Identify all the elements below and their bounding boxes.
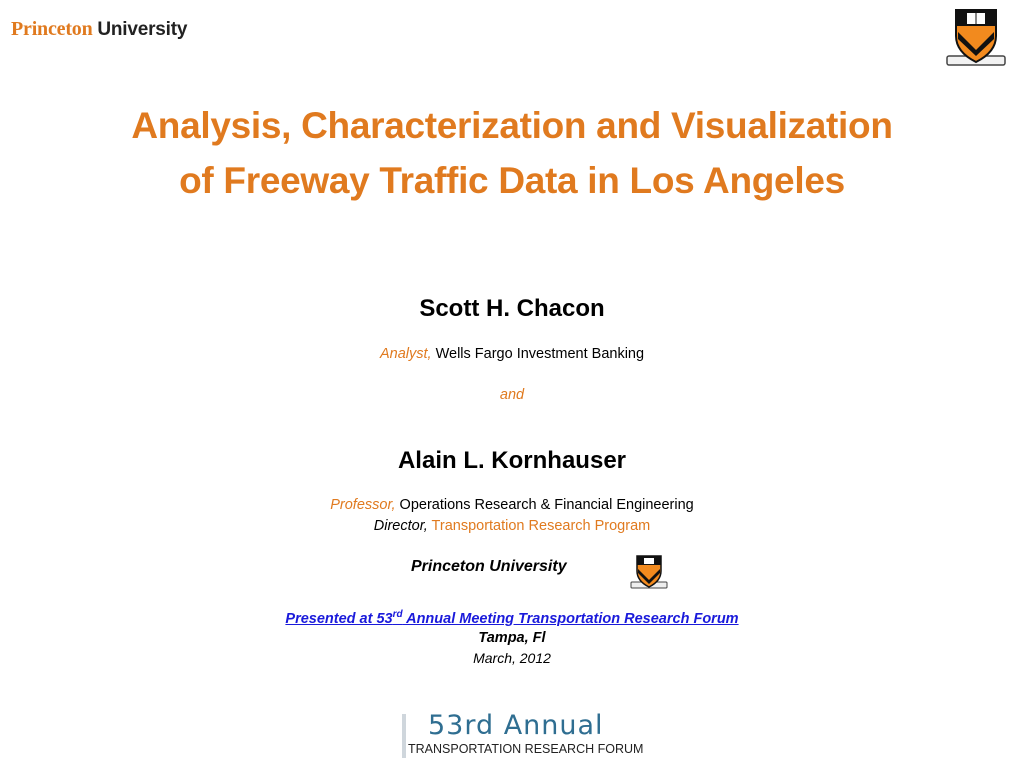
presentation-date: March, 2012 [473, 650, 551, 666]
presentation-suffix: Annual Meeting Transportation Research Forum [402, 610, 739, 627]
title-line-1: Analysis, Characterization and Visualization [131, 105, 893, 146]
presentation-superscript: rd [392, 609, 403, 620]
trf-53rd-annual-logo [402, 710, 644, 758]
author-1-role [0, 346, 1024, 362]
author-2-role-2-org: Transportation Research Program [431, 518, 651, 534]
trf-logo-small-text: TRANSPORTATION RESEARCH FORUM [408, 742, 644, 756]
presentation-link-line [0, 609, 1024, 628]
presentation-link[interactable] [285, 611, 738, 627]
author-2-role-1-title: Professor, [330, 497, 396, 513]
conjunction-text: and [499, 387, 525, 403]
princeton-university-logo [11, 18, 187, 41]
presentation-location: Tampa, Fl [478, 630, 546, 646]
author-2-name: Alain L. Kornhauser [397, 447, 627, 474]
institution-row [0, 554, 1024, 590]
author-2-role-1-org: Operations Research & Financial Engineering [399, 497, 694, 513]
institution-name: Princeton University [411, 558, 567, 575]
author-1-role-org: Wells Fargo Investment Banking [435, 346, 645, 362]
logo-university-text: University [97, 19, 188, 40]
princeton-shield-icon [945, 6, 1007, 68]
trf-logo-big-text: 53rd Annual [428, 710, 604, 741]
author-1-role-title: Analyst, [379, 346, 432, 362]
title-line-2: of Freeway Traffic Data in Los Angeles [179, 160, 845, 201]
logo-princeton-text: Princeton [11, 18, 93, 40]
author-2-role-2-title: Director, [373, 518, 428, 534]
author-2-role-1 [0, 497, 1024, 513]
princeton-shield-small-icon [630, 554, 668, 590]
author-2-role-2 [0, 518, 1024, 534]
slide-title [0, 98, 1024, 208]
author-1-name: Scott H. Chacon [419, 295, 605, 322]
presentation-prefix: Presented at 53 [285, 610, 393, 627]
